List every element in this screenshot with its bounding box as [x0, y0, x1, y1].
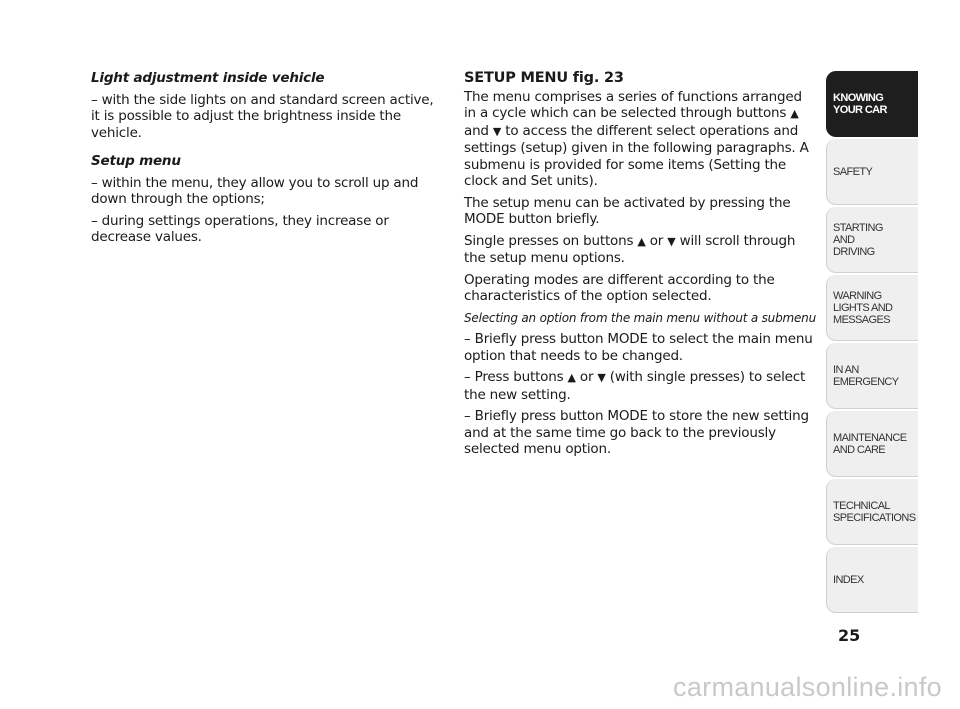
paragraph-3 — [464, 233, 816, 267]
tab-index[interactable]: INDEX — [826, 547, 918, 613]
tab-starting-and-driving[interactable]: STARTING AND DRIVING — [826, 207, 918, 273]
section-heading — [464, 70, 816, 87]
step-2 — [464, 369, 816, 403]
section-title: SETUP MENU — [464, 70, 568, 86]
left-column — [91, 70, 441, 251]
up-arrow-icon: ▲ — [637, 234, 646, 248]
up-arrow-icon: ▲ — [790, 107, 799, 120]
paragraph-1-text-b: to access the different select operations and settings (setup) given in the following paragraphs. A submenu is provided for some items (Setting the clock and Set units). — [464, 122, 809, 189]
or-text: or — [649, 232, 664, 249]
step-2-text-a: – Press buttons — [464, 369, 564, 385]
down-arrow-icon: ▼ — [492, 124, 502, 138]
tab-technical-specifications[interactable]: TECHNICAL SPECIFICATIONS — [826, 479, 918, 545]
step-3: – Briefly press button MODE to store the new setting and at the same time go back to the previously selected menu option. — [464, 408, 809, 457]
down-arrow-icon: ▼ — [597, 371, 606, 384]
or-text: or — [579, 369, 594, 385]
tab-emergency[interactable]: IN AN EMERGENCY — [826, 343, 918, 409]
chapter-sidebar — [826, 71, 918, 615]
tab-knowing-your-car[interactable]: KNOWING YOUR CAR — [826, 71, 918, 137]
step-2-text-b: (with single presses) to select the new setting. — [464, 369, 806, 403]
light-adjustment-text: – with the side lights on and standard screen active, it is possible to adjust the brightness inside the vehicle. — [91, 91, 434, 141]
paragraph-1-text-a: The menu comprises a series of functions arranged in a cycle which can be selected through buttons — [464, 88, 802, 121]
right-column — [464, 70, 816, 463]
watermark: carmanualsonline.info — [673, 672, 942, 702]
setup-menu-item-2: – during settings operations, they increase or decrease values. — [91, 212, 389, 245]
paragraph-4: Operating modes are different according to the characteristics of the option selected. — [464, 271, 775, 304]
paragraph-3-text-b: will scroll through the setup menu options. — [464, 232, 796, 266]
paragraph-3-text-a: Single presses on buttons — [464, 232, 634, 249]
setup-menu-item-1: – within the menu, they allow you to scroll up and down through the options; — [91, 174, 419, 207]
page-number: 25 — [838, 626, 861, 645]
setup-menu-heading: Setup menu — [91, 153, 181, 169]
tab-safety[interactable]: SAFETY — [826, 139, 918, 205]
step-1: – Briefly press button MODE to select the main menu option that needs to be changed. — [464, 331, 813, 364]
up-arrow-icon: ▲ — [567, 371, 576, 384]
figure-reference: fig. 23 — [572, 70, 624, 86]
light-adjustment-heading: Light adjustment inside vehicle — [91, 70, 325, 86]
paragraph-1 — [464, 89, 816, 190]
subsection-heading: Selecting an option from the main menu without a submenu — [464, 310, 816, 325]
paragraph-2: The setup menu can be activated by pressing the MODE button briefly. — [464, 194, 791, 227]
tab-warning-lights[interactable]: WARNING LIGHTS AND MESSAGES — [826, 275, 918, 341]
tab-maintenance[interactable]: MAINTENANCE AND CARE — [826, 411, 918, 477]
down-arrow-icon: ▼ — [667, 234, 676, 248]
and-text: and — [464, 122, 489, 139]
